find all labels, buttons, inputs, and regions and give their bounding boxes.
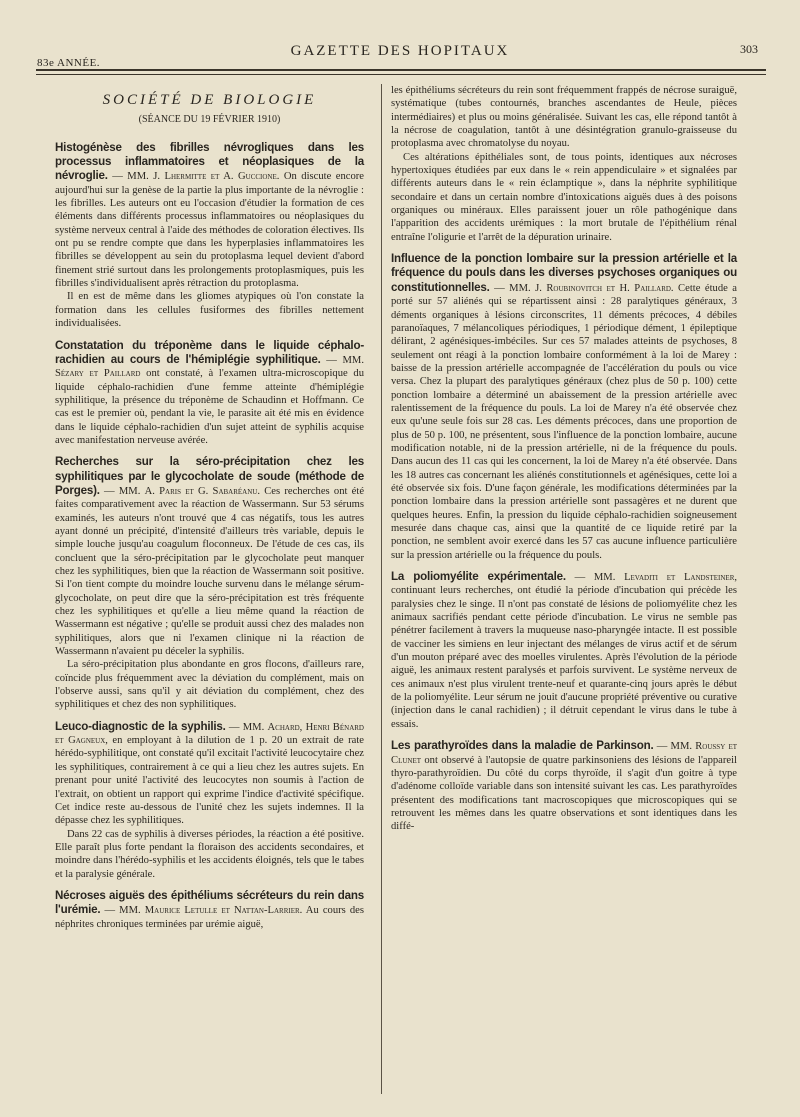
article-separator: — MM. xyxy=(489,282,536,294)
article-body: Ces recherches ont été faites comparativement avec la réaction de Wassermann. Sur 53 sérums examinés, les auteurs n'ont trouvé que 4 cas négatifs, tous les autres ayant donné un précipité, d'intensité d'ailleurs très variable, depuis le simple louche jusqu'au coagulum floconneux. De l'étude de ces cas, ils concluent que la séro-précipitation par le glycocholate peut manquer chez les syphilitiques, bien que la réaction de Wassermann soit positive. Si l'on tient compte du moindre louche survenu dans le mélange sérum-glycocholate, on peut dire que la séro-précipitation est très fréquente chez les syphilitiques et qu'elle a lieu même quand la réaction de Wassermann est négative ; qu'elle se produit aussi chez des malades non syphilitiques, alors que ni l'examen clinique ni la réaction de Wassermann n'avaient pu déceler la syphilis. xyxy=(55,485,365,658)
section-title: SOCIÉTÉ DE BIOLOGIE xyxy=(102,92,317,108)
article-paragraph: Il en est de même dans les gliomes atypiques où l'on constate la formation dans les cellules fusiformes des fibrilles nettement individualisées. xyxy=(55,291,364,330)
article-authors: J. Roubinovitch et H. Paillard. xyxy=(535,282,674,294)
article-authors: A. Paris et G. Sabaréanu. xyxy=(144,485,260,497)
article-lead-paragraph xyxy=(55,339,364,448)
article-separator: — MM. xyxy=(100,905,145,917)
section-subtitle: (SÉANCE DU 19 FÉVRIER 1910) xyxy=(138,114,281,126)
header-rule-thin xyxy=(36,74,766,75)
volume-label: 83e ANNÉE. xyxy=(37,57,101,69)
article-paragraph: La séro-précipitation plus abondante en gros flocons, d'ailleurs rare, coïncide plus fréquemment avec la déviation du complément, mais on l'observe aussi, sans qu'il y ait déviation du complément, chez des syphilitiques et chez des non syphilitiques. xyxy=(55,659,364,711)
continued-paragraph: les épithéliums sécréteurs du rein sont fréquemment frappés de nécrose suraiguë, systématique (tubes contournés, branches ascendantes de Heule, pièces intermédiaires) et plus ou moins généralisée. Suivant les cas, elle répond tantôt à la nécrose de coagulation, tantôt à une désintégration granulo-graisseuse du protoplasma avec chromatolyse du noyau. xyxy=(391,85,737,150)
article-lead-paragraph xyxy=(55,141,364,291)
article-separator: — MM. xyxy=(99,485,145,497)
article xyxy=(391,570,737,731)
article xyxy=(391,739,737,833)
article-title: Histogénèse des fibrilles névrogliques dans les processus inflammatoires et néoplasiques de la névroglie. xyxy=(55,140,364,183)
article-separator: — MM. xyxy=(107,171,154,183)
article-title: Les parathyroïdes dans la maladie de Parkinson. xyxy=(391,739,654,753)
article xyxy=(55,455,364,712)
article-authors: Levaditi et Landsteiner, xyxy=(624,572,738,584)
article-title: Leuco-diagnostic de la syphilis. xyxy=(55,719,226,733)
article-body: en employant à la dilution de 1 p. 20 un extrait de rate hérédo-syphilitique, ont constaté qu'il excitait l'activité leucocytaire chez les syphilitiques, contrairement à ce qui a lieu chez les autres sujets. En prenant pour unité l'activité des leucocytes non soumis à l'action de l'extrait, on obtient un rapport qui exprime l'indice d'activité spécifique. Cet indice reste au-dessous de l'unité chez les sujets indemnes. Il la dépasse chez les syphilitiques. xyxy=(55,735,364,827)
article-title: Influence de la ponction lombaire sur la pression artérielle et la fréquence du pouls dans les diverses psychoses organiques ou constitutionnelles. xyxy=(391,252,737,294)
article xyxy=(391,252,737,562)
article-authors: Maurice Letulle et Nattan-Larrier. xyxy=(144,905,303,917)
left-column xyxy=(55,84,364,931)
masthead-title: GAZETTE DES HOPITAUX xyxy=(290,43,510,59)
article-title: La poliomyélite expérimentale. xyxy=(391,570,566,584)
article-body: Cette étude a porté sur 57 aliénés qui se répartissent ainsi : 28 paralytiques généraux, 3 déments organiques à lésions circonscrites, 11 déments précoces, 4 débiles paranoïaques, 7 mélancoliques périodiques, 1 périodique dément, 1 épileptique délirant, 2 agénésiques-imbéciles. Sur ces 57 malades atteints de psychoses, 8 seulement ont réagi à la ponction lombaire conformément à la loi de Marey : baisse de la pression artérielle accompagnée de l'accélération du pouls ou vice versa. Chez la plupart des paralytiques généraux (chez plus de 50 p. 100) cette ponction lombaire a déterminé un abaissement de la pression artérielle avec ralentissement de la fréquence du pouls. La loi de Marey n'a été observée chez eux qu'une seule fois sur 28 cas. Les déments précoces, dans une proportion de plus de 50 p. 100, ne présentent, sous l'influence de la ponction lombaire, aucune modification notable, ni de la pression artérielle, ni de la fréquence du pouls. Dans aucun des 11 cas qui les concernent, la loi de Marey n'a été observée. Dans les 18 autres cas concernant les aliénés constitutionnels et agénésiques, cette loi a été observée six fois. D'une façon générale, les modifications déterminées par la ponction lombaire dans la pression artérielle sont passagères et ne durent que quelques heures. Enfin, la pression du liquide céphalo-rachidien soigneusement mesurée dans chaque cas, ainsi que la quantité de ce liquide retiré par la ponction, ne semblent avoir exercé dans les 57 cas aucune influence particulière sur la pression artérielle ou la fréquence du pouls. xyxy=(391,282,737,561)
article-lead-paragraph xyxy=(391,252,737,562)
article-body: continuant leurs recherches, ont étudié la période d'incubation qui précède les paralysies chez le singe. Il n'ont pas constaté de lésions de poliomyélite chez les animaux sacrifiés pendant cette période d'incubation. Le virus ne semble pas pénétrer facilement à travers la muqueuse naso-pharyngée intacte. Il est possible de vacciner les simiens en leur injectant des mélanges de virus actif et de sérum d'un mouton préparé avec des moelles virulentes. Après l'évolution de la période aiguë, les animaux restent paralysés et parfois survivent. Le système nerveux de ces animaux n'est plus virulent trente-neuf et quarante-cinq jours après le début de la poliomyélite. Leur sérum ne jouit d'aucune propriété préventive ou curative (injection dans le canal rachidien) ; il détruit cependant le virus dans le tube à essais. xyxy=(391,585,737,730)
article-authors: Roussy et Clunet xyxy=(391,741,737,766)
article-body: On discute encore aujourd'hui sur la genèse de la partie la plus importante de la névroglie : les fibrilles. Les auteurs ont eu l'occasion d'étudier la formation de ces éléments dans différents processus inflammatoires ou néoplasiques du système nerveux central à l'aide des méthodes de coloration électives. Ils ont pu se rendre compte que dans les hyperplasies inflammatoires les fibrilles se développent au sein du protoplasma lequel devient d'abord finement strié surtout dans les prolongements protoplasmiques, puis les fibrilles s'individualisent après rétraction du protoplasma. xyxy=(55,171,364,290)
article-separator: — MM. xyxy=(565,572,625,584)
continued-paragraph: Ces altérations épithéliales sont, de tous points, identiques aux nécroses hypertoxiques étudiées par eux dans le « rein appendiculaire » et signalées par différents auteurs dans le « rein éclamptique », dans la néphrite syphilitique secondaire et dans un certain nombre d'intoxications aiguës dues à des poisons organiques ou minéraux. Elles paraissent jouer un rôle pathogénique dans l'apparition des accidents urémiques : la mort brutale de l'épithélium rénal entraîne l'oligurie et l'arrêt de la dépuration urinaire. xyxy=(391,151,737,243)
article-body: ont observé à l'autopsie de quatre parkinsoniens des lésions de l'appareil thyro-parathyroïdien. Du côté du corps thyroïde, il s'agit d'un goitre à type d'adénome colloïde variable dans son intensité suivant les cas. Les parathyroïdes présentent des modifications tant macroscopiques que microscopiques qui se retrouvent les mêmes dans les quatre observations et sont identiques dans les diffé- xyxy=(391,754,737,833)
article-body: ont constaté, à l'examen ultra-microscopique du liquide céphalo-rachidien d'une femme atteinte d'hémiplégie syphilitique, la présence du tréponème de Schaudinn et Hoffmann. Ce cas est le premier où, pendant la vie, le parasite ait été mis en évidence dans le liquide céphalo-rachidien d'un sujet atteint de syphilis acquise avec manifestation nerveuse avérée. xyxy=(55,368,365,446)
article-separator: — MM. xyxy=(653,741,696,753)
article-authors: J. Lhermitte et A. Guccione. xyxy=(153,171,280,183)
article-lead-paragraph xyxy=(55,455,364,658)
header-rule-thick xyxy=(36,69,766,71)
article-lead-paragraph xyxy=(55,889,364,931)
article-authors: Achard, Henri Bénard et Gagneux, xyxy=(55,721,364,747)
article xyxy=(55,720,364,881)
right-column xyxy=(391,84,737,834)
article-lead-paragraph xyxy=(391,739,737,833)
article-separator: — MM. xyxy=(320,354,364,366)
article-lead-paragraph xyxy=(391,570,737,731)
article xyxy=(55,339,364,448)
article-title: Nécroses aiguës des épithéliums sécréteurs du rein dans l'urémie. xyxy=(55,888,364,917)
article xyxy=(55,889,364,931)
article-lead-paragraph xyxy=(55,720,364,828)
page-number: 303 xyxy=(740,42,758,56)
article-title: Recherches sur la séro-précipitation chez les syphilitiques par le glycocholate de soude (méthode de Porges). xyxy=(55,455,364,497)
column-divider xyxy=(381,84,382,1094)
article xyxy=(55,141,364,331)
article-authors: Sézary et Paillard xyxy=(55,368,141,380)
article-body: Au cours des néphrites chroniques terminées par urémie aiguë, xyxy=(55,905,364,930)
article-title: Constatation du tréponème dans le liquide céphalo-rachidien au cours de l'hémiplégie syphilitique. xyxy=(55,338,364,366)
article-separator: — MM. xyxy=(225,721,268,733)
article-paragraph: Dans 22 cas de syphilis à diverses périodes, la réaction a été positive. Elle paraît plus forte pendant la floraison des accidents secondaires, et moindre dans l'hérédo-syphilis et les accidents éloignés, tels que le tabes et la paralysie générale. xyxy=(55,828,364,880)
